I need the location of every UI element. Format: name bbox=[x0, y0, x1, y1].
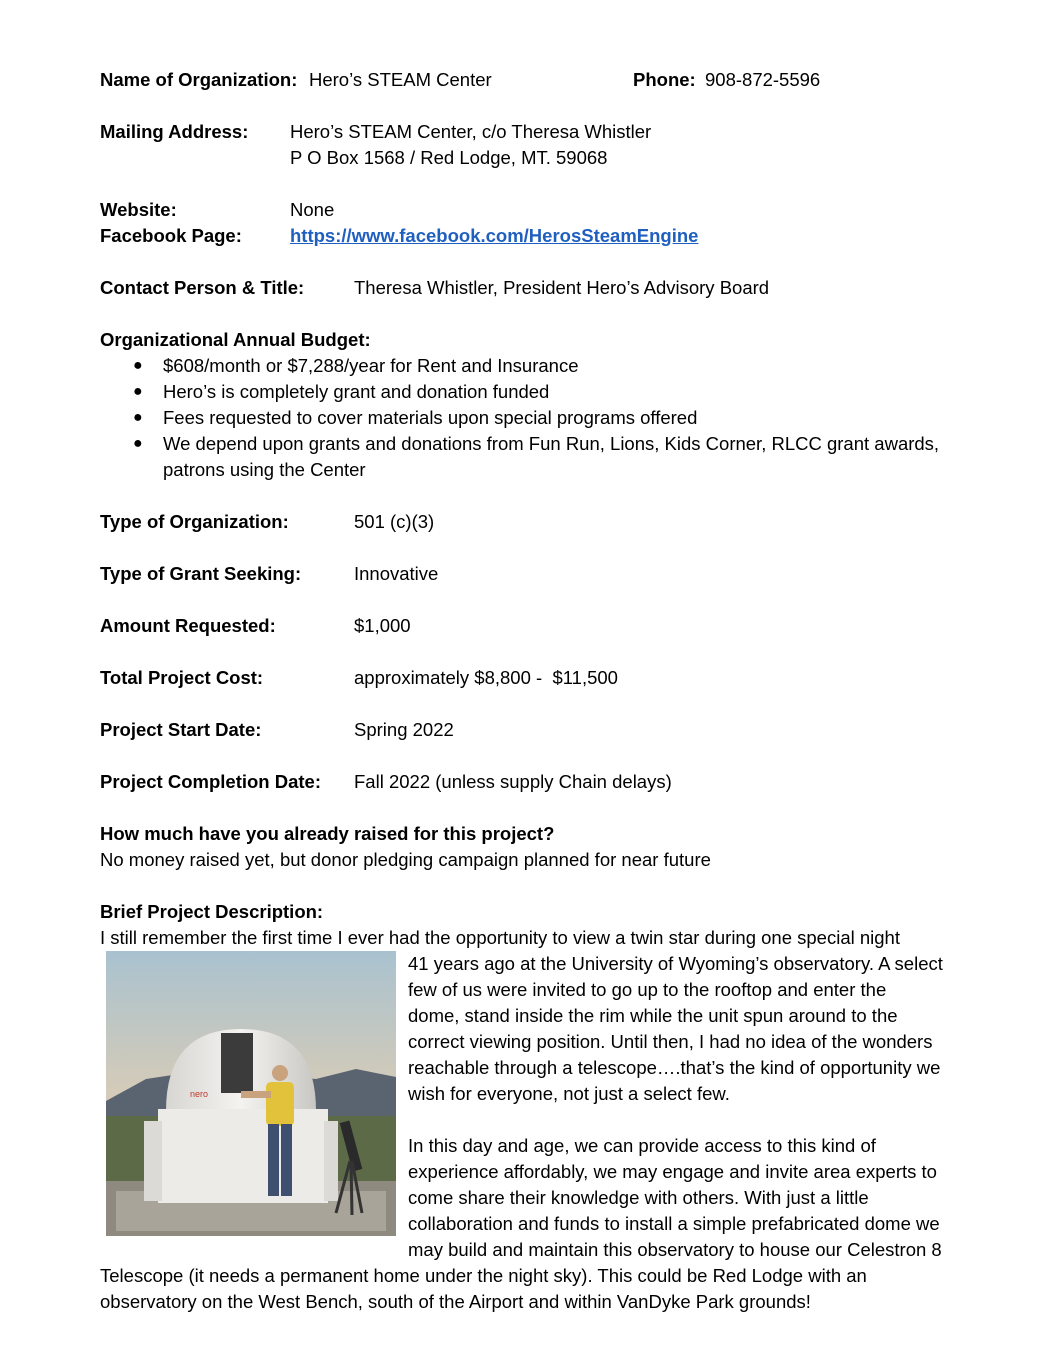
budget-item: ● $608/month or $7,288/year for Rent and Insurance bbox=[100, 353, 980, 379]
org-name-label: Name of Organization: bbox=[100, 69, 298, 90]
budget-item: ● We depend upon grants and donations from Fun Run, Lions, Kids Corner, RLCC grant awards, patrons using the Center bbox=[133, 433, 940, 480]
text-line: experience affordably, we may engage and invite area experts to bbox=[408, 1161, 937, 1182]
field-value: Fall 2022 (unless supply Chain delays) bbox=[354, 771, 672, 792]
bullet-icon: ● bbox=[133, 435, 143, 452]
text-line: come share their knowledge with others. With just a little bbox=[408, 1187, 869, 1208]
description-heading: Brief Project Description: bbox=[100, 901, 324, 922]
field-label: Amount Requested: bbox=[100, 615, 276, 636]
text-line: Telescope (it needs a permanent home under the night sky). This could be Red Lodge with an bbox=[100, 1265, 867, 1286]
field-value: Spring 2022 bbox=[354, 719, 454, 740]
facebook-row bbox=[100, 223, 980, 249]
text-line: observatory on the West Bench, south of the Airport and within VanDyke Park grounds! bbox=[100, 1291, 811, 1312]
svg-text:nero: nero bbox=[190, 1089, 209, 1099]
contact-label: Contact Person & Title: bbox=[100, 277, 305, 298]
field-row bbox=[100, 561, 980, 587]
text-line: collaboration and funds to install a simple prefabricated dome we bbox=[408, 1213, 940, 1234]
field-row bbox=[100, 665, 980, 691]
description-first-line: I still remember the first time I ever had the opportunity to view a twin star during one special night bbox=[100, 927, 900, 948]
text-line: 41 years ago at the University of Wyoming’s observatory. A select bbox=[408, 953, 943, 974]
budget-heading: Organizational Annual Budget: bbox=[100, 329, 371, 350]
field-row bbox=[100, 509, 980, 535]
field-value: Innovative bbox=[354, 563, 439, 584]
budget-item: ● Hero’s is completely grant and donation funded bbox=[100, 379, 980, 405]
field-row bbox=[100, 717, 980, 743]
text-line: In this day and age, we can provide access to this kind of bbox=[408, 1135, 876, 1156]
mailing-row-2 bbox=[100, 145, 980, 171]
grant-application-document bbox=[100, 67, 980, 1315]
budget-list bbox=[100, 353, 980, 483]
observatory-photo bbox=[106, 951, 396, 1236]
contact-row bbox=[100, 275, 980, 301]
bullet-icon: ● bbox=[133, 357, 143, 374]
field-value: approximately $8,800 - $11,500 bbox=[354, 667, 618, 688]
field-label: Project Completion Date: bbox=[100, 771, 321, 792]
field-value: 501 (c)(3) bbox=[354, 511, 435, 532]
text-line: reachable through a telescope….that’s the kind of opportunity we bbox=[408, 1057, 941, 1078]
text-line: wish for everyone, not just a select few. bbox=[408, 1083, 730, 1104]
facebook-label: Facebook Page: bbox=[100, 225, 242, 246]
facebook-link[interactable]: https://www.facebook.com/HerosSteamEngine bbox=[290, 225, 699, 246]
website-row bbox=[100, 197, 980, 223]
mailing-label: Mailing Address: bbox=[100, 121, 249, 142]
text-line: correct viewing position. Until then, I had no idea of the wonders bbox=[408, 1031, 933, 1052]
contact-value: Theresa Whistler, President Hero’s Advisory Board bbox=[354, 277, 770, 298]
budget-item: ● Fees requested to cover materials upon special programs offered bbox=[100, 405, 980, 431]
field-label: Type of Grant Seeking: bbox=[100, 563, 302, 584]
field-label: Type of Organization: bbox=[100, 511, 289, 532]
phone-value: 908-872-5596 bbox=[705, 69, 821, 90]
mailing-line-2: P O Box 1568 / Red Lodge, MT. 59068 bbox=[290, 147, 608, 168]
website-value: None bbox=[290, 199, 335, 220]
observatory-image bbox=[106, 951, 396, 1236]
org-name-value: Hero’s STEAM Center bbox=[309, 69, 492, 90]
bullet-icon: ● bbox=[133, 409, 143, 426]
description-body bbox=[100, 951, 980, 1315]
org-row bbox=[100, 67, 980, 93]
field-value: $1,000 bbox=[354, 615, 411, 636]
field-row bbox=[100, 769, 980, 795]
text-line: may build and maintain this observatory to house our Celestron 8 bbox=[408, 1239, 942, 1260]
website-label: Website: bbox=[100, 199, 177, 220]
raised-answer: No money raised yet, but donor pledging campaign planned for near future bbox=[100, 849, 711, 870]
bullet-icon: ● bbox=[133, 383, 143, 400]
field-label: Project Start Date: bbox=[100, 719, 262, 740]
text-line: dome, stand inside the rim while the unit spun around to the bbox=[408, 1005, 898, 1026]
mailing-row-1 bbox=[100, 119, 980, 145]
text-line: few of us were invited to go up to the rooftop and enter the bbox=[408, 979, 887, 1000]
raised-question: How much have you already raised for this project? bbox=[100, 823, 555, 844]
mailing-line-1: Hero’s STEAM Center, c/o Theresa Whistler bbox=[290, 121, 652, 142]
field-label: Total Project Cost: bbox=[100, 667, 264, 688]
field-row bbox=[100, 613, 980, 639]
phone-label: Phone: bbox=[633, 69, 696, 90]
